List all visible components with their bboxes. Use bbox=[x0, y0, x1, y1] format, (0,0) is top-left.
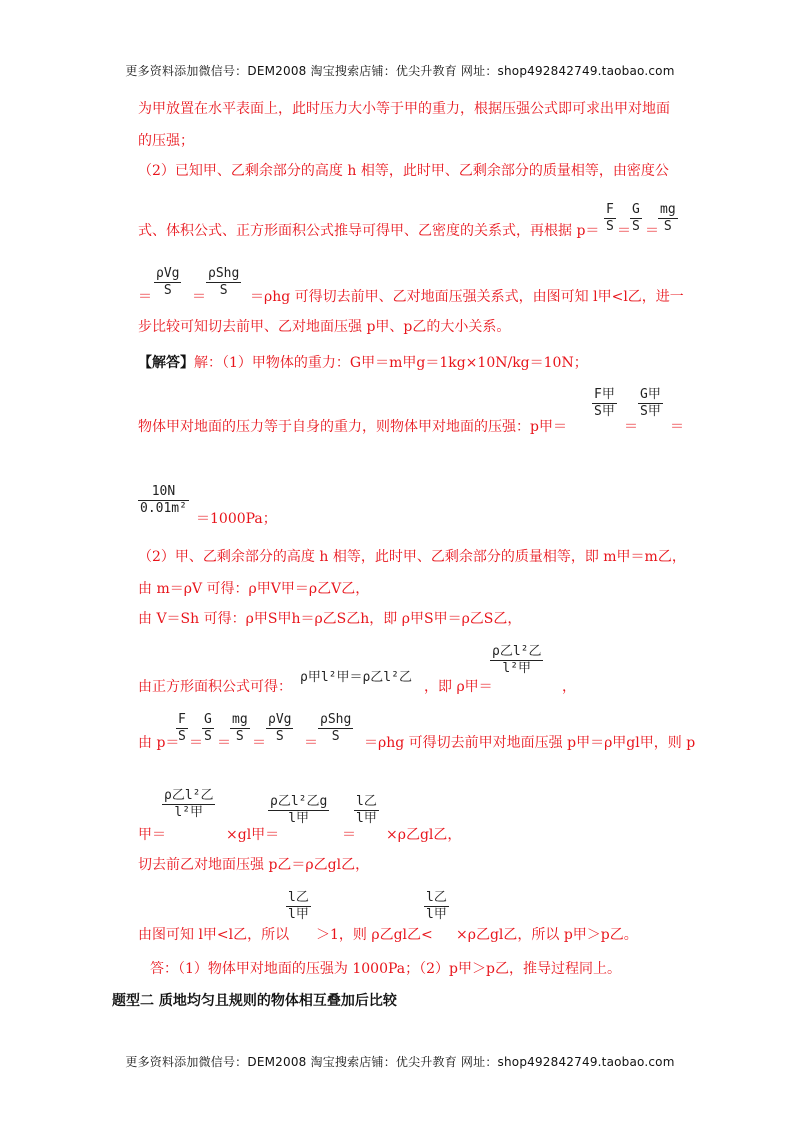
text-line: ×ρ乙gl乙， bbox=[386, 827, 462, 843]
text-line: 由 V＝Sh 可得：ρ甲S甲h＝ρ乙S乙h，即 ρ甲S甲＝ρ乙S乙， bbox=[138, 611, 522, 627]
text-line: ＝1000Pa； bbox=[196, 511, 277, 527]
equals-sign: ＝ bbox=[624, 419, 638, 435]
equals-sign: ＝ bbox=[304, 735, 318, 751]
text-line: 物体甲对地面的压力等于自身的重力，则物体甲对地面的压强：p甲＝ bbox=[138, 419, 567, 435]
text-line: ＝ρhg 可得切去前甲、乙对地面压强关系式，由图可知 l甲<l乙，进一 bbox=[250, 289, 684, 305]
text-line: 为甲放置在水平表面上，此时压力大小等于甲的重力，根据压强公式即可求出甲对地面 bbox=[138, 101, 670, 117]
equals-sign: ＝ bbox=[189, 735, 203, 751]
fraction-rl2-lj2: ρ乙l²乙 l²甲 bbox=[164, 788, 214, 820]
fraction-Gj-Sj: G甲 S甲 bbox=[640, 387, 661, 419]
equals-sign: ＝ bbox=[217, 735, 231, 751]
equals-sign: ＝ bbox=[192, 289, 206, 305]
fraction-rVg-S: ρVg S bbox=[156, 266, 180, 298]
text-line: 步比较可知切去前甲、乙对地面压强 p甲、p乙的大小关系。 bbox=[138, 319, 511, 335]
page-header: 更多资料添加微信号：DEM2008 淘宝搜索店铺：优尖升教育 网址：shop492842749.taobao.com bbox=[125, 64, 675, 78]
equals-sign: ＝ bbox=[617, 223, 631, 239]
fraction-10N-area: $\frac{10N}{\text{0.01m²}}$ bbox=[140, 484, 187, 516]
fraction-rShg-S: ρShg S bbox=[320, 712, 352, 744]
text-line: 由图可知 l甲<l乙，所以 bbox=[138, 927, 290, 943]
text-line: 甲＝ bbox=[138, 827, 166, 843]
text-line: 【解答】解：（1）甲物体的重力：G甲＝m甲g＝1kg×10N/kg＝10N； bbox=[138, 355, 588, 371]
fraction-lz-lj: l乙 l甲 bbox=[356, 794, 377, 826]
fraction-mg-S: $\frac{mg}{S}$ bbox=[232, 712, 248, 744]
text-line: （2）甲、乙剩余部分的高度 h 相等，此时甲、乙剩余部分的质量相等，即 m甲＝m乙， bbox=[138, 549, 686, 565]
page-footer: 更多资料添加微信号：DEM2008 淘宝搜索店铺：优尖升教育 网址：shop492842749.taobao.com bbox=[125, 1055, 675, 1069]
fraction-rShg-S: ρShg S bbox=[208, 266, 240, 298]
fraction-G-S: $\frac{G}{S}$ bbox=[632, 202, 640, 234]
fraction-rVg-S: ρVg S bbox=[268, 712, 292, 744]
answer-tag: 【解答】 bbox=[138, 355, 194, 371]
text-line: 由 m＝ρV 可得：ρ甲V甲＝ρ乙V乙， bbox=[138, 581, 370, 597]
fraction-F-S: $\frac{F}{S}$ bbox=[606, 202, 614, 234]
text-line: 的压强； bbox=[138, 133, 194, 149]
fraction-Fj-Sj: F甲 S甲 bbox=[594, 387, 615, 419]
text-line: 切去前乙对地面压强 p乙＝ρ乙gl乙， bbox=[138, 857, 370, 873]
text-line: 式、体积公式、正方形面积公式推导可得甲、乙密度的关系式，再根据 p＝ bbox=[138, 223, 600, 239]
fraction-rl2g-lj: ρ乙l²乙g l甲 bbox=[270, 794, 328, 826]
fraction-rho-jia: ρ乙l²乙 l²甲 bbox=[492, 644, 542, 676]
text-line: 由正方形面积公式可得： bbox=[138, 679, 292, 695]
fraction-F-S: $\frac{F}{S}$ bbox=[178, 712, 186, 744]
equals-sign: ＝ bbox=[138, 289, 152, 305]
text-line: ＝ρhg 可得切去前甲对地面压强 p甲＝ρ甲gl甲，则 p bbox=[364, 735, 696, 751]
text-line: ，即 ρ甲＝ bbox=[424, 679, 493, 695]
text-line: 由 p＝ bbox=[138, 735, 180, 751]
text-line: ×ρ乙gl乙，所以 p甲＞p乙。 bbox=[456, 927, 638, 943]
equals-sign: ＝ bbox=[670, 419, 684, 435]
equation-square-area: ρ甲l²甲＝ρ乙l²乙 bbox=[300, 670, 412, 685]
equals-sign: ＝ bbox=[252, 735, 266, 751]
text-line: （2）已知甲、乙剩余部分的高度 h 相等，此时甲、乙剩余部分的质量相等，由密度公 bbox=[138, 163, 669, 179]
text-line: ， bbox=[562, 679, 576, 695]
equals-sign: ＝ bbox=[645, 223, 659, 239]
text-line: ＞1，则 ρ乙gl乙< bbox=[316, 927, 433, 943]
fraction-mg-S: $\frac{mg}{S}$ bbox=[660, 202, 676, 234]
fraction-G-S: $\frac{G}{S}$ bbox=[204, 712, 212, 744]
text-line: ×gl甲＝ bbox=[226, 827, 280, 843]
fraction-lz-lj: l乙 l甲 bbox=[288, 890, 309, 922]
section-title: 题型二 质地均匀且规则的物体相互叠加后比较 bbox=[112, 993, 397, 1009]
text-line: 答：（1）物体甲对地面的压强为 1000Pa；（2）p甲＞p乙，推导过程同上。 bbox=[150, 961, 621, 977]
fraction-lz-lj: l乙 l甲 bbox=[426, 890, 447, 922]
equals-sign: ＝ bbox=[342, 827, 356, 843]
